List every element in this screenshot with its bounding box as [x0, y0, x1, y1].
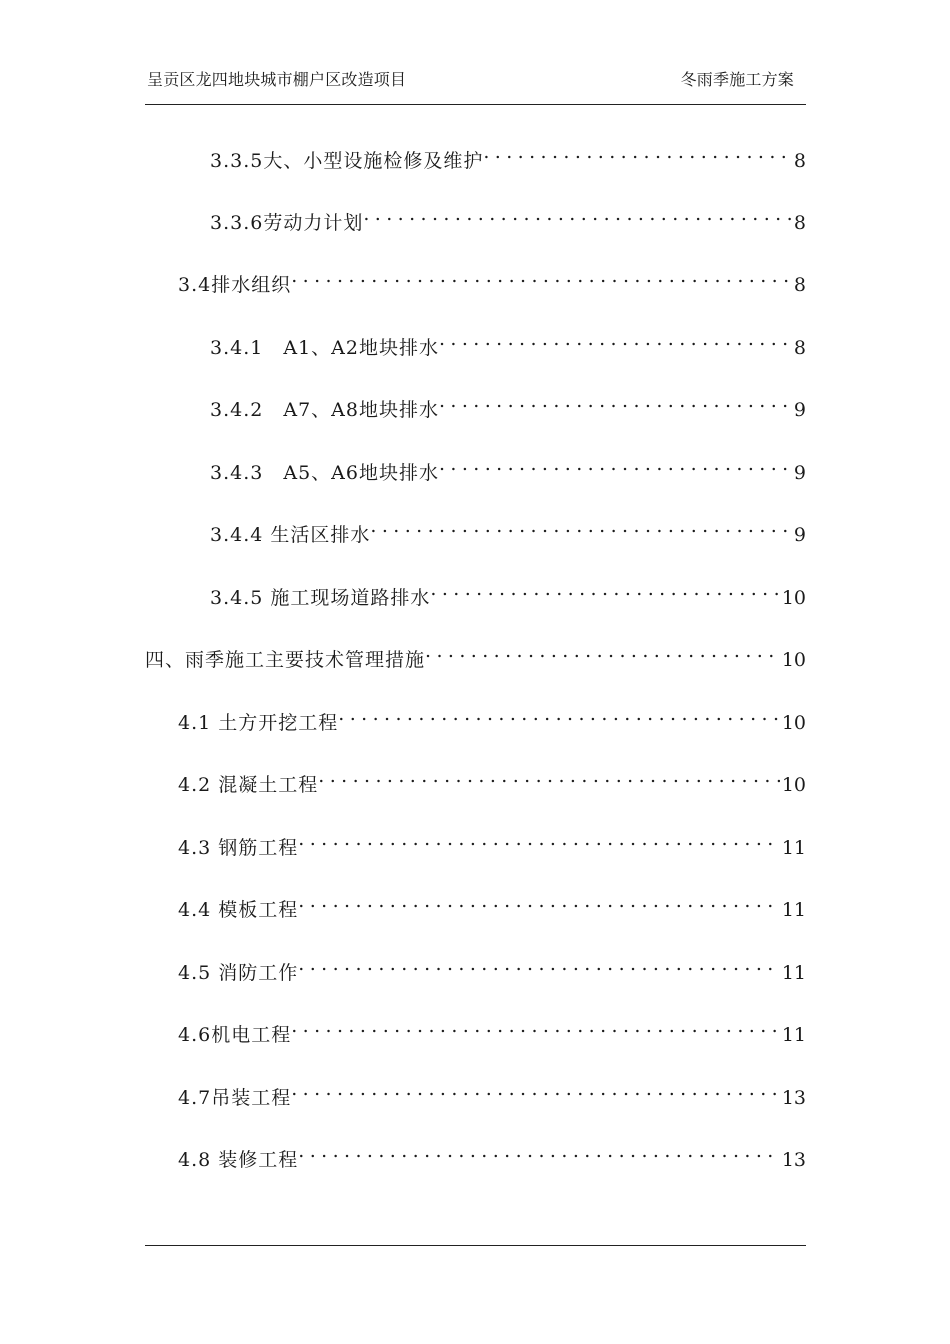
toc-entry-title: 3.4.1 A1、A2地块排水 — [210, 337, 439, 359]
toc-entry-page: 8 — [793, 150, 806, 172]
toc-entry[interactable] — [210, 511, 806, 546]
toc-entry[interactable] — [178, 886, 806, 921]
toc-entry-page: 11 — [781, 837, 806, 859]
toc-entry[interactable] — [210, 199, 806, 234]
toc-leader-dots — [363, 199, 792, 229]
toc-entry-title: 4.5 消防工作 — [178, 962, 299, 984]
toc-leader-dots — [439, 449, 792, 479]
toc-leader-dots — [338, 699, 780, 729]
toc-leader-dots — [430, 574, 779, 604]
toc-entry-title: 4.4 模板工程 — [178, 899, 299, 921]
toc-entry-title: 4.8 装修工程 — [178, 1149, 299, 1171]
toc-entry-page: 8 — [793, 274, 806, 296]
toc-entry-title: 4.1 土方开挖工程 — [178, 712, 339, 734]
toc-leader-dots — [370, 511, 792, 541]
toc-entry[interactable] — [178, 1136, 806, 1171]
toc-entry-title: 3.4.2 A7、A8地块排水 — [210, 399, 439, 421]
toc-leader-dots — [318, 761, 780, 791]
toc-entry[interactable] — [178, 1011, 806, 1046]
toc-entry[interactable] — [210, 137, 806, 172]
toc-entry[interactable] — [210, 324, 806, 359]
toc-entry-page: 13 — [781, 1149, 806, 1171]
toc-entry-page: 11 — [781, 899, 806, 921]
toc-leader-dots — [291, 261, 792, 291]
toc-entry-title: 4.3 钢筋工程 — [178, 837, 299, 859]
toc-entry[interactable] — [210, 574, 806, 609]
toc-entry[interactable] — [210, 449, 806, 484]
toc-entry-title: 3.4.5 施工现场道路排水 — [210, 587, 431, 609]
toc-entry-title: 3.3.5大、小型设施检修及维护 — [210, 150, 484, 172]
toc-entry[interactable] — [178, 1074, 806, 1109]
toc-leader-dots — [425, 636, 780, 666]
toc-entry-page: 8 — [793, 337, 806, 359]
toc-leader-dots — [439, 324, 792, 354]
toc-entry-page: 10 — [781, 587, 806, 609]
toc-entry-title: 4.6机电工程 — [178, 1024, 292, 1046]
toc-leader-dots — [291, 1011, 780, 1041]
toc-entry[interactable] — [145, 636, 806, 671]
toc-leader-dots — [298, 949, 780, 979]
toc-entry[interactable] — [178, 824, 806, 859]
toc-entry[interactable] — [178, 699, 806, 734]
toc-entry-page: 9 — [793, 524, 806, 546]
toc-entry[interactable] — [178, 261, 806, 296]
toc-entry-title: 4.7吊装工程 — [178, 1087, 292, 1109]
toc-entry-title: 3.4.4 生活区排水 — [210, 524, 371, 546]
page-footer-rule — [145, 1245, 806, 1246]
toc-entry-title: 3.3.6劳动力计划 — [210, 212, 364, 234]
toc-entry-page: 10 — [781, 649, 806, 671]
toc-leader-dots — [298, 824, 780, 854]
page-header — [145, 62, 806, 105]
toc-entry-title: 3.4排水组织 — [178, 274, 292, 296]
project-title: 呈贡区龙四地块城市棚户区改造项目 — [147, 70, 407, 89]
toc-entry[interactable] — [210, 386, 806, 421]
toc-entry[interactable] — [178, 949, 806, 984]
toc-leader-dots — [483, 137, 792, 167]
toc-entry-page: 9 — [793, 462, 806, 484]
toc-entry[interactable] — [178, 761, 806, 796]
document-title: 冬雨季施工方案 — [680, 70, 794, 89]
toc-entry-title: 3.4.3 A5、A6地块排水 — [210, 462, 439, 484]
toc-entry-title: 4.2 混凝土工程 — [178, 774, 319, 796]
toc-entry-page: 10 — [781, 774, 806, 796]
toc-entry-page: 11 — [781, 1024, 806, 1046]
toc-leader-dots — [291, 1074, 780, 1104]
toc-entry-page: 9 — [793, 399, 806, 421]
toc-entry-page: 8 — [793, 212, 806, 234]
toc-leader-dots — [439, 386, 792, 416]
toc-leader-dots — [298, 886, 780, 916]
toc-entry-page: 11 — [781, 962, 806, 984]
toc-entry-page: 10 — [781, 712, 806, 734]
toc-entry-page: 13 — [781, 1087, 806, 1109]
toc-leader-dots — [298, 1136, 780, 1166]
toc-entry-title: 四、雨季施工主要技术管理措施 — [145, 649, 426, 671]
